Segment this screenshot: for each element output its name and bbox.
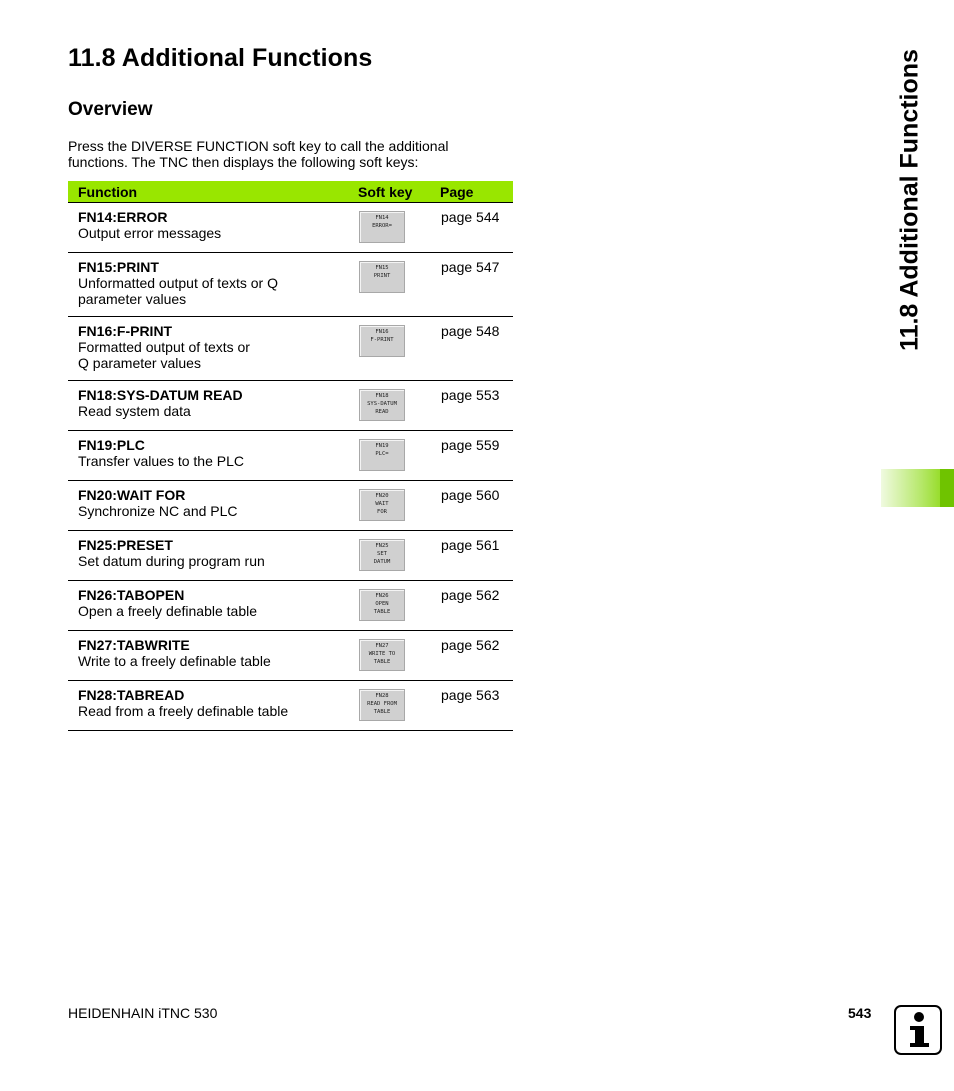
function-description: Formatted output of texts or Q parameter values bbox=[78, 339, 250, 371]
function-name: FN16:F-PRINT bbox=[78, 323, 173, 339]
softkey-fn16[interactable]: FN16 F-PRINT bbox=[359, 325, 405, 357]
page-reference[interactable]: page 563 bbox=[440, 681, 513, 731]
side-chapter-title-text: 11.8 Additional Functions bbox=[895, 49, 924, 351]
header-function: Function bbox=[68, 181, 358, 203]
page-number: 543 bbox=[848, 1005, 872, 1021]
function-description: Unformatted output of texts or Q parameter values bbox=[78, 275, 278, 307]
table-row bbox=[68, 203, 513, 253]
table-row bbox=[68, 531, 513, 581]
page-reference[interactable]: page 547 bbox=[440, 253, 513, 317]
function-name: FN25:PRESET bbox=[78, 537, 173, 553]
function-name: FN19:PLC bbox=[78, 437, 145, 453]
softkey-fn20[interactable]: FN20 WAIT FOR bbox=[359, 489, 405, 521]
function-description: Open a freely definable table bbox=[78, 603, 258, 619]
table-row bbox=[68, 253, 513, 317]
function-name: FN18:SYS-DATUM READ bbox=[78, 387, 243, 403]
softkey-fn14[interactable]: FN14 ERROR= bbox=[359, 211, 405, 243]
page-reference[interactable]: page 553 bbox=[440, 381, 513, 431]
page-reference[interactable]: page 548 bbox=[440, 317, 513, 381]
side-chapter-title bbox=[880, 30, 940, 370]
function-description: Write to a freely definable table bbox=[78, 653, 271, 669]
function-name: FN26:TABOPEN bbox=[78, 587, 185, 603]
header-softkey: Soft key bbox=[358, 181, 440, 203]
function-name: FN14:ERROR bbox=[78, 209, 168, 225]
table-row bbox=[68, 431, 513, 481]
functions-table bbox=[68, 181, 513, 731]
softkey-fn27[interactable]: FN27 WRITE TO TABLE bbox=[359, 639, 405, 671]
chapter-tab-edge bbox=[940, 469, 954, 507]
softkey-fn25[interactable]: FN25 SET DATUM bbox=[359, 539, 405, 571]
table-row bbox=[68, 317, 513, 381]
table-row bbox=[68, 581, 513, 631]
table-row bbox=[68, 681, 513, 731]
function-description: Output error messages bbox=[78, 225, 222, 241]
softkey-fn26[interactable]: FN26 OPEN TABLE bbox=[359, 589, 405, 621]
section-title: Overview bbox=[68, 99, 153, 120]
page-reference[interactable]: page 559 bbox=[440, 431, 513, 481]
function-description: Set datum during program run bbox=[78, 553, 265, 569]
function-description: Transfer values to the PLC bbox=[78, 453, 245, 469]
page-reference[interactable]: page 561 bbox=[440, 531, 513, 581]
function-name: FN20:WAIT FOR bbox=[78, 487, 186, 503]
table-row bbox=[68, 631, 513, 681]
softkey-fn15[interactable]: FN15 PRINT bbox=[359, 261, 405, 293]
softkey-fn28[interactable]: FN28 READ FROM TABLE bbox=[359, 689, 405, 721]
info-icon bbox=[894, 1005, 942, 1055]
function-name: FN15:PRINT bbox=[78, 259, 159, 275]
page-reference[interactable]: page 562 bbox=[440, 631, 513, 681]
header-page: Page bbox=[440, 181, 513, 203]
page-reference[interactable]: page 562 bbox=[440, 581, 513, 631]
function-description: Synchronize NC and PLC bbox=[78, 503, 238, 519]
page-reference[interactable]: page 560 bbox=[440, 481, 513, 531]
table-row bbox=[68, 381, 513, 431]
softkey-fn19[interactable]: FN19 PLC= bbox=[359, 439, 405, 471]
function-name: FN28:TABREAD bbox=[78, 687, 185, 703]
softkey-fn18[interactable]: FN18 SYS-DATUM READ bbox=[359, 389, 405, 421]
function-description: Read from a freely definable table bbox=[78, 703, 289, 719]
table-row bbox=[68, 481, 513, 531]
page-reference[interactable]: page 544 bbox=[440, 203, 513, 253]
function-description: Read system data bbox=[78, 403, 191, 419]
table-header-row bbox=[68, 181, 513, 203]
footer-product: HEIDENHAIN iTNC 530 bbox=[68, 1005, 218, 1021]
intro-paragraph: Press the DIVERSE FUNCTION soft key to call the additional functions. The TNC then displays the following soft keys: bbox=[68, 138, 449, 170]
function-name: FN27:TABWRITE bbox=[78, 637, 190, 653]
page-title: 11.8 Additional Functions bbox=[68, 44, 373, 72]
